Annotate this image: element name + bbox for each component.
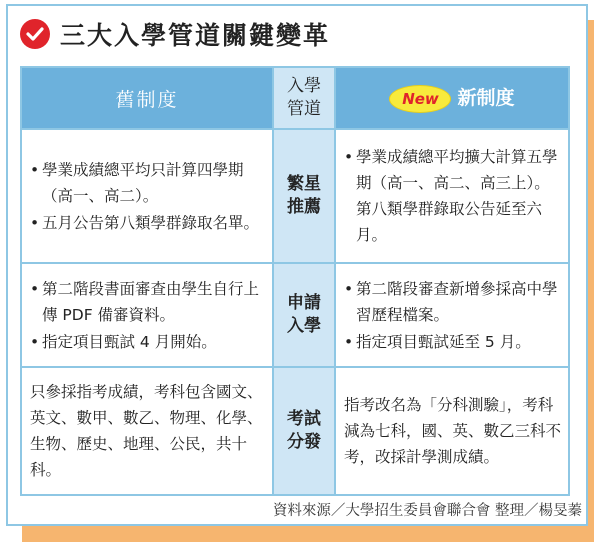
checkmark-icon	[20, 19, 50, 49]
header-channel: 入學 管道	[273, 67, 335, 129]
header-new-label: 新制度	[457, 87, 515, 110]
list-item: • 第二階段書面審查由學生自行上傳 PDF 備審資料。	[30, 276, 266, 328]
old-cell-apply	[21, 263, 273, 367]
old-cell-exam	[21, 367, 273, 495]
table-header-row	[21, 67, 569, 129]
title-row	[20, 14, 330, 54]
old-cell-star	[21, 129, 273, 263]
paragraph: 指考改名為「分科測驗」，考科減為七科，國、英、數乙三科不考，改採計學測成績。	[344, 396, 562, 466]
new-cell-exam	[335, 367, 569, 495]
header-old-system: 舊制度	[21, 67, 273, 129]
page-title: 三大入學管道關鍵變革	[60, 21, 331, 50]
table-row	[21, 263, 569, 367]
list-item: • 指定項目甄試延至 5 月。	[344, 329, 562, 355]
channel-exam: 考試 分發	[273, 367, 335, 495]
channel-star: 繁星 推薦	[273, 129, 335, 263]
list-item: • 第二階段審查新增參採高中學習歷程檔案。	[344, 276, 562, 328]
new-cell-apply	[335, 263, 569, 367]
comparison-table	[20, 66, 570, 496]
new-badge: New	[389, 85, 451, 113]
new-cell-star	[335, 129, 569, 263]
header-new-system	[335, 67, 569, 129]
list-item: • 學業成績總平均只計算四學期（高一、高二）。	[30, 157, 266, 209]
list-item: • 指定項目甄試 4 月開始。	[30, 329, 266, 355]
list-item: • 學業成績總平均擴大計算五學期（高一、高二、高三上）。第八類學群錄取公告延至六月。	[344, 144, 562, 248]
table-row	[21, 367, 569, 495]
source-credit: 資料來源／大學招生委員會聯合會 整理／楊旻蓁	[272, 503, 582, 519]
channel-apply: 申請 入學	[273, 263, 335, 367]
table-row	[21, 129, 569, 263]
list-item: • 五月公告第八類學群錄取名單。	[30, 210, 266, 236]
paragraph: 只參採指考成績，考科包含國文、英文、數甲、數乙、物理、化學、生物、歷史、地理、公民，共十科。	[30, 383, 263, 479]
